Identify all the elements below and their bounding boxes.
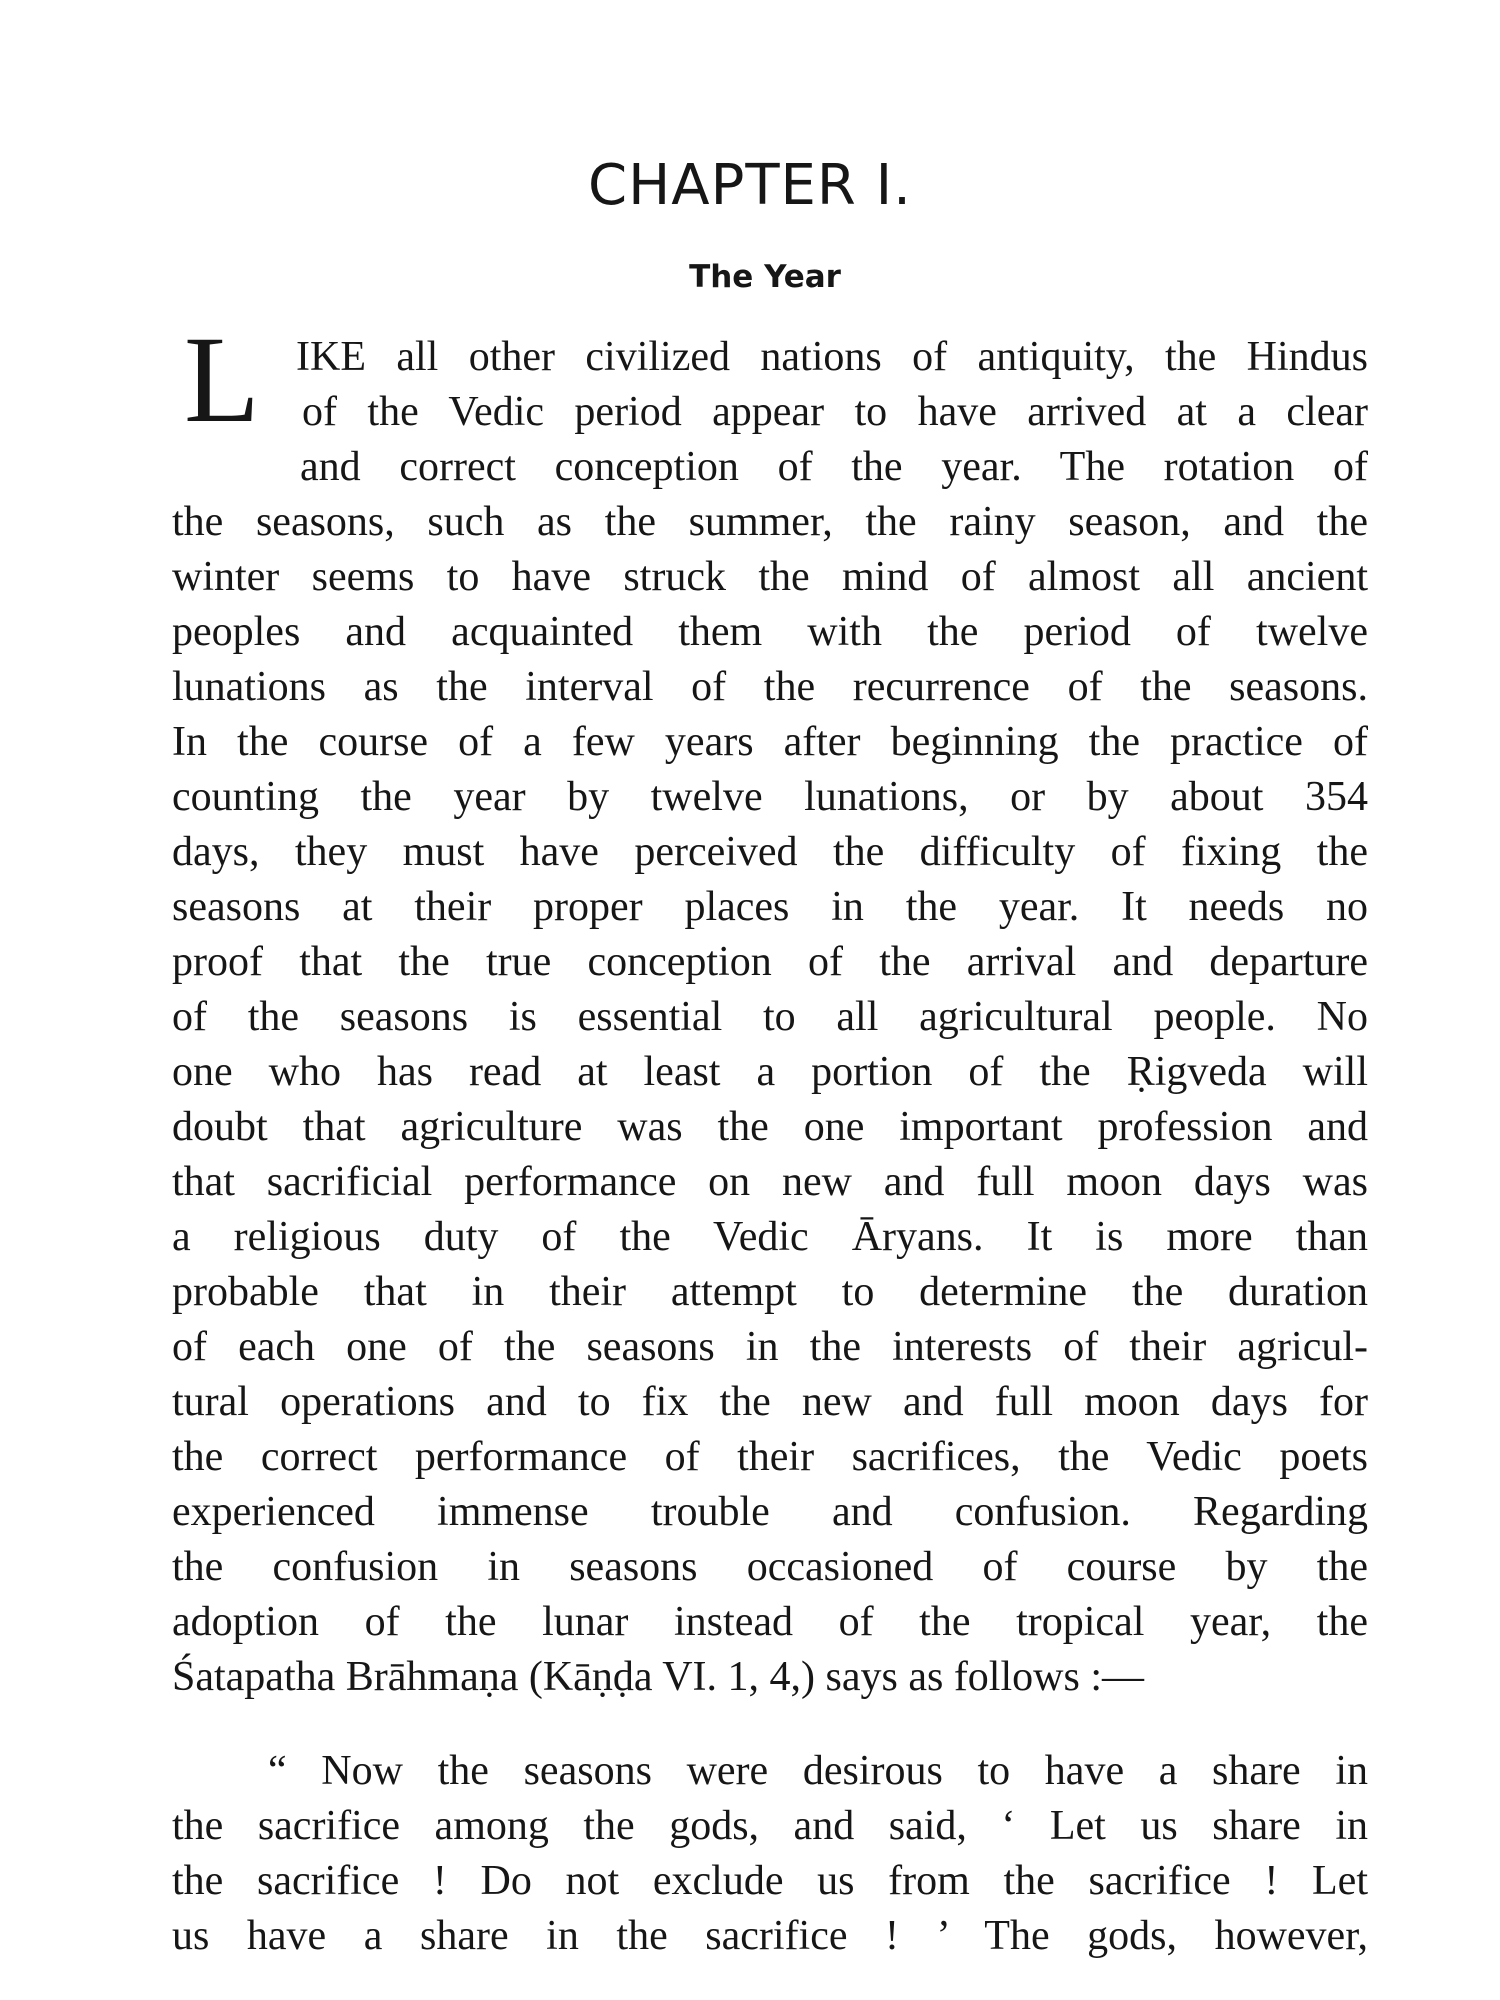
paragraph-line: adoption of the lunar instead of the tropical year, the: [172, 1599, 1368, 1645]
section-title: The Year: [689, 259, 841, 295]
paragraph-line: of the Vedic period appear to have arrived at a clear: [302, 389, 1368, 435]
paragraph-line: the confusion in seasons occasioned of course by the: [172, 1544, 1368, 1590]
paragraph-line: of each one of the seasons in the interests of their agricul-: [172, 1324, 1368, 1370]
paragraph-line: that sacrificial performance on new and full moon days was: [172, 1159, 1368, 1205]
paragraph-line: tural operations and to fix the new and full moon days for: [172, 1379, 1368, 1425]
paragraph-line: experienced immense trouble and confusion. Regarding: [172, 1489, 1368, 1535]
chapter-title: CHAPTER I.: [588, 153, 912, 218]
paragraph-line: lunations as the interval of the recurrence of the seasons.: [172, 664, 1368, 710]
paragraph-1: [172, 330, 1368, 1705]
paragraph-line: days, they must have perceived the difficulty of fixing the: [172, 829, 1368, 875]
drop-cap: L: [184, 311, 260, 448]
paragraph-line: winter seems to have struck the mind of almost all ancient: [172, 554, 1368, 600]
quotation-line: the sacrifice ! Do not exclude us from the sacrifice ! Let: [172, 1858, 1368, 1904]
paragraph-line: a religious duty of the Vedic Āryans. It is more than: [172, 1214, 1368, 1260]
paragraph-line: the seasons, such as the summer, the rainy season, and the: [172, 499, 1368, 545]
paragraph-line: Śatapatha Brāhmaṇa (Kāṇḍa VI. 1, 4,) says as follows :—: [172, 1654, 1144, 1700]
paragraph-line: In the course of a few years after beginning the practice of: [172, 719, 1368, 765]
paragraph-line: IKE all other civilized nations of antiquity, the Hindus: [296, 334, 1368, 380]
paragraph-line: proof that the true conception of the arrival and departure: [172, 939, 1368, 985]
quotation-line: the sacrifice among the gods, and said, ‘ Let us share in: [172, 1803, 1368, 1849]
paragraph-line: doubt that agriculture was the one important profession and: [172, 1104, 1368, 1150]
quotation: [172, 1744, 1368, 1964]
paragraph-line: of the seasons is essential to all agricultural people. No: [172, 994, 1368, 1040]
paragraph-line: the correct performance of their sacrifices, the Vedic poets: [172, 1434, 1368, 1480]
paragraph-line: peoples and acquainted them with the period of twelve: [172, 609, 1368, 655]
paragraph-line: and correct conception of the year. The rotation of: [300, 444, 1368, 490]
paragraph-line: probable that in their attempt to determine the duration: [172, 1269, 1368, 1315]
quotation-line: “ Now the seasons were desirous to have a share in: [268, 1748, 1368, 1794]
paragraph-line: counting the year by twelve lunations, or by about 354: [172, 774, 1368, 820]
paragraph-line: one who has read at least a portion of the Ṛigveda will: [172, 1049, 1368, 1095]
paragraph-line: seasons at their proper places in the year. It needs no: [172, 884, 1368, 930]
quotation-line: us have a share in the sacrifice ! ’ The gods, however,: [172, 1913, 1368, 1959]
